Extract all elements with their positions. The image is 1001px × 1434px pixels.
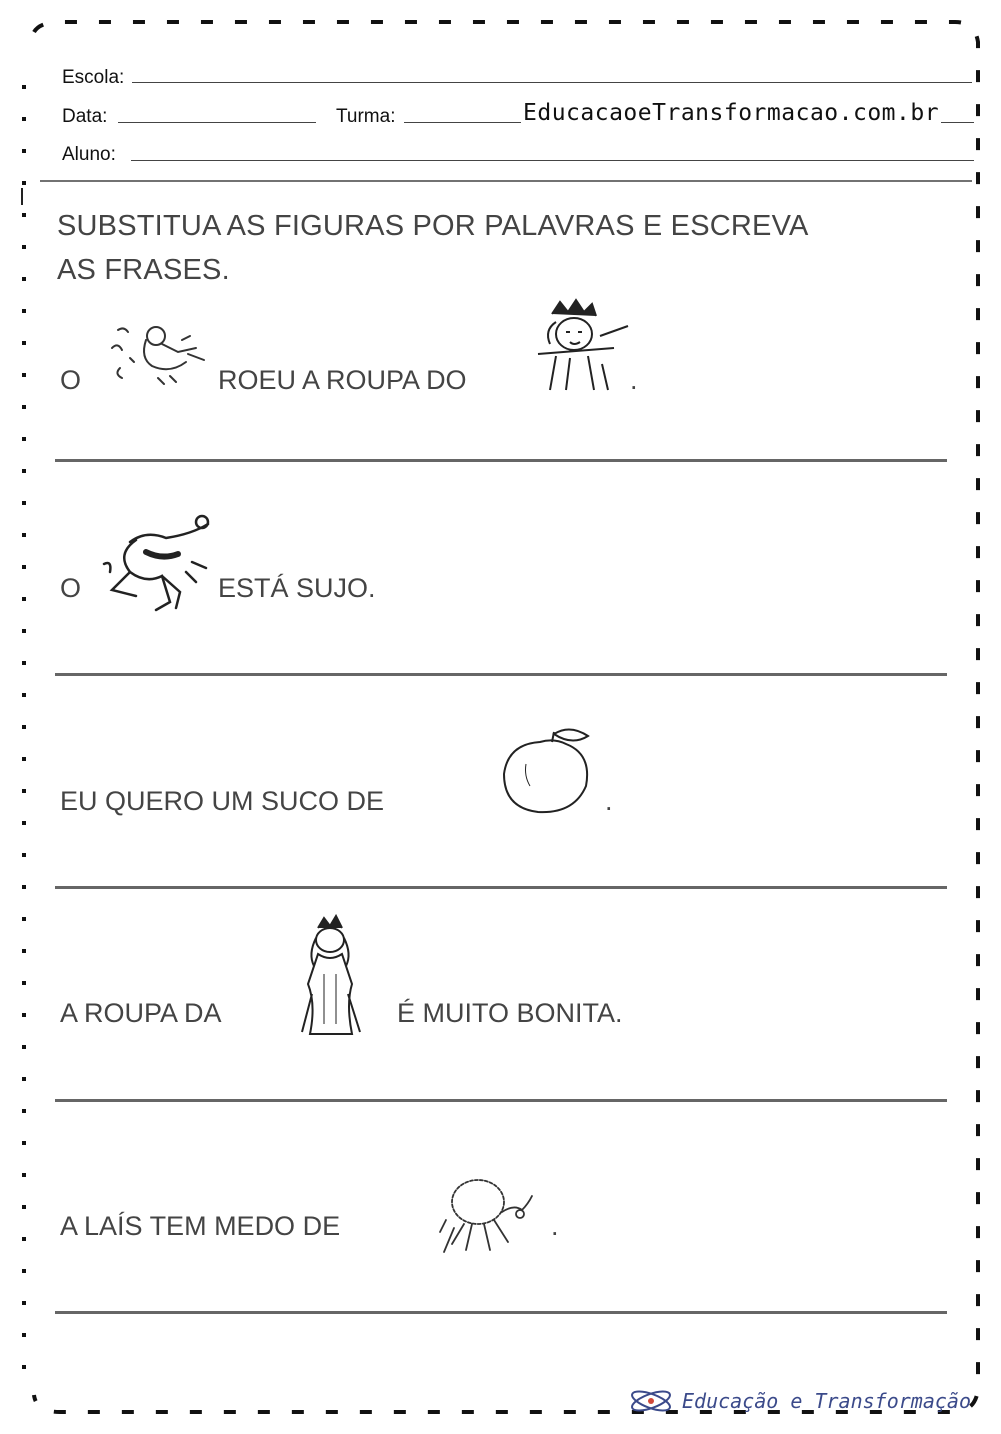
sentence-5-start: A LAÍS TEM MEDO DE [60, 1211, 341, 1241]
instruction-line-1: SUBSTITUA AS FIGURAS POR PALAVRAS E ESCREVA [57, 210, 809, 242]
sentence-1-start: O [60, 365, 82, 395]
answer-line-4[interactable] [55, 1099, 947, 1102]
student-field[interactable] [131, 160, 974, 161]
sentence-2-start: O [60, 573, 82, 603]
mouse-icon [100, 318, 212, 390]
sentence-2-middle: ESTÁ SUJO. [218, 573, 376, 603]
instruction [57, 204, 809, 292]
site-url: EducacaoeTransformacao.com.br [523, 100, 940, 126]
sentence-4-middle: É MUITO BONITA. [397, 998, 623, 1028]
answer-line-5[interactable] [55, 1311, 947, 1314]
class-label: Turma: [336, 106, 396, 127]
atom-logo-icon [628, 1386, 674, 1416]
sentence-1-middle: ROEU A ROUPA DO [218, 365, 467, 395]
queen-icon [294, 914, 366, 1042]
date-field[interactable] [118, 122, 316, 123]
sentence-5-end: . [551, 1211, 559, 1241]
footer-brand [628, 1386, 971, 1416]
sentence-1-end: . [630, 365, 638, 395]
frog-icon [96, 512, 220, 616]
instruction-line-2: AS FRASES. [57, 254, 230, 286]
school-field[interactable] [132, 82, 972, 83]
answer-line-2[interactable] [55, 673, 947, 676]
school-label: Escola: [62, 67, 125, 88]
footer-brand-text: Educação e Transformação [682, 1389, 971, 1413]
answer-line-3[interactable] [55, 886, 947, 889]
king-icon [530, 296, 636, 398]
sentence-3-end: . [605, 786, 613, 816]
spider-icon [436, 1168, 540, 1258]
date-label: Data: [62, 106, 108, 127]
sentence-4-start: A ROUPA DA [60, 998, 222, 1028]
sentence-3-start: EU QUERO UM SUCO DE [60, 786, 385, 816]
orange-icon [496, 724, 600, 818]
answer-line-1[interactable] [55, 459, 947, 462]
student-label: Aluno: [62, 144, 116, 165]
